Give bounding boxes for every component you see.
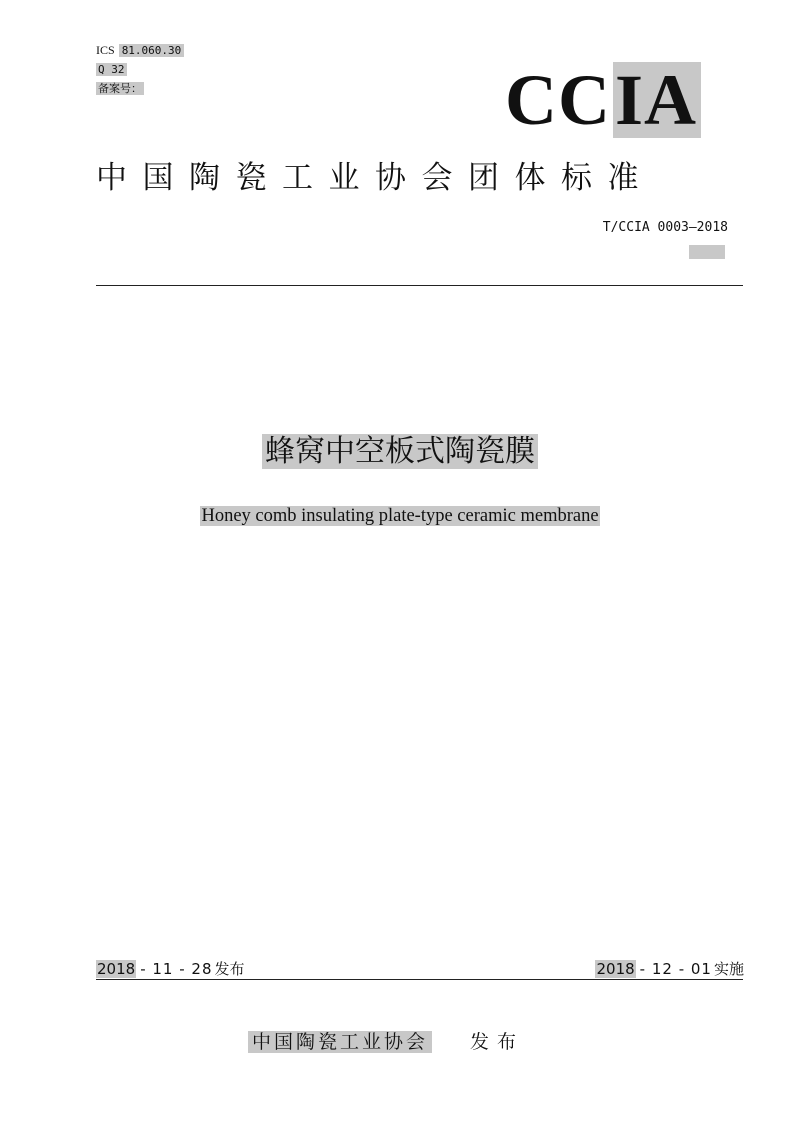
implement-month-day: - 12 - 01 <box>639 960 712 978</box>
publisher-line <box>248 1028 524 1056</box>
ics-code: 81.060.30 <box>119 44 185 57</box>
document-title-en: Honey comb insulating plate-type ceramic membrane <box>201 506 599 526</box>
ccs-row <box>96 60 184 79</box>
publisher-action: 发布 <box>470 1031 525 1053</box>
classification-block <box>96 41 184 98</box>
ccs-code: Q 32 <box>98 63 125 76</box>
release-action: 发布 <box>214 960 245 978</box>
ics-label: ICS <box>96 43 115 57</box>
filing-label: 备案号： <box>98 82 142 95</box>
standard-number: T/CCIA 0003—2018 <box>602 220 728 235</box>
ccia-logo <box>505 62 701 138</box>
logo-text-ia: IA <box>613 62 701 138</box>
implement-action: 实施 <box>713 960 744 978</box>
document-title-cn: 蜂窝中空板式陶瓷膜 <box>262 434 538 469</box>
association-standard-title: 中国陶瓷工业协会团体标准 <box>96 160 654 196</box>
ics-row <box>96 41 184 60</box>
logo-text-cc: CC <box>505 60 611 140</box>
document-subtitle <box>0 505 800 527</box>
release-year: 2018 <box>97 960 136 978</box>
bottom-divider <box>96 979 743 980</box>
document-title <box>0 430 800 474</box>
replaces-placeholder <box>689 245 725 259</box>
filing-row <box>96 79 184 98</box>
release-date <box>96 958 245 980</box>
top-divider <box>96 285 743 286</box>
implement-year: 2018 <box>596 960 635 978</box>
implementation-date <box>595 958 744 980</box>
release-month-day: - 11 - 28 <box>140 960 213 978</box>
publisher-org: 中国陶瓷工业协会 <box>248 1031 432 1053</box>
